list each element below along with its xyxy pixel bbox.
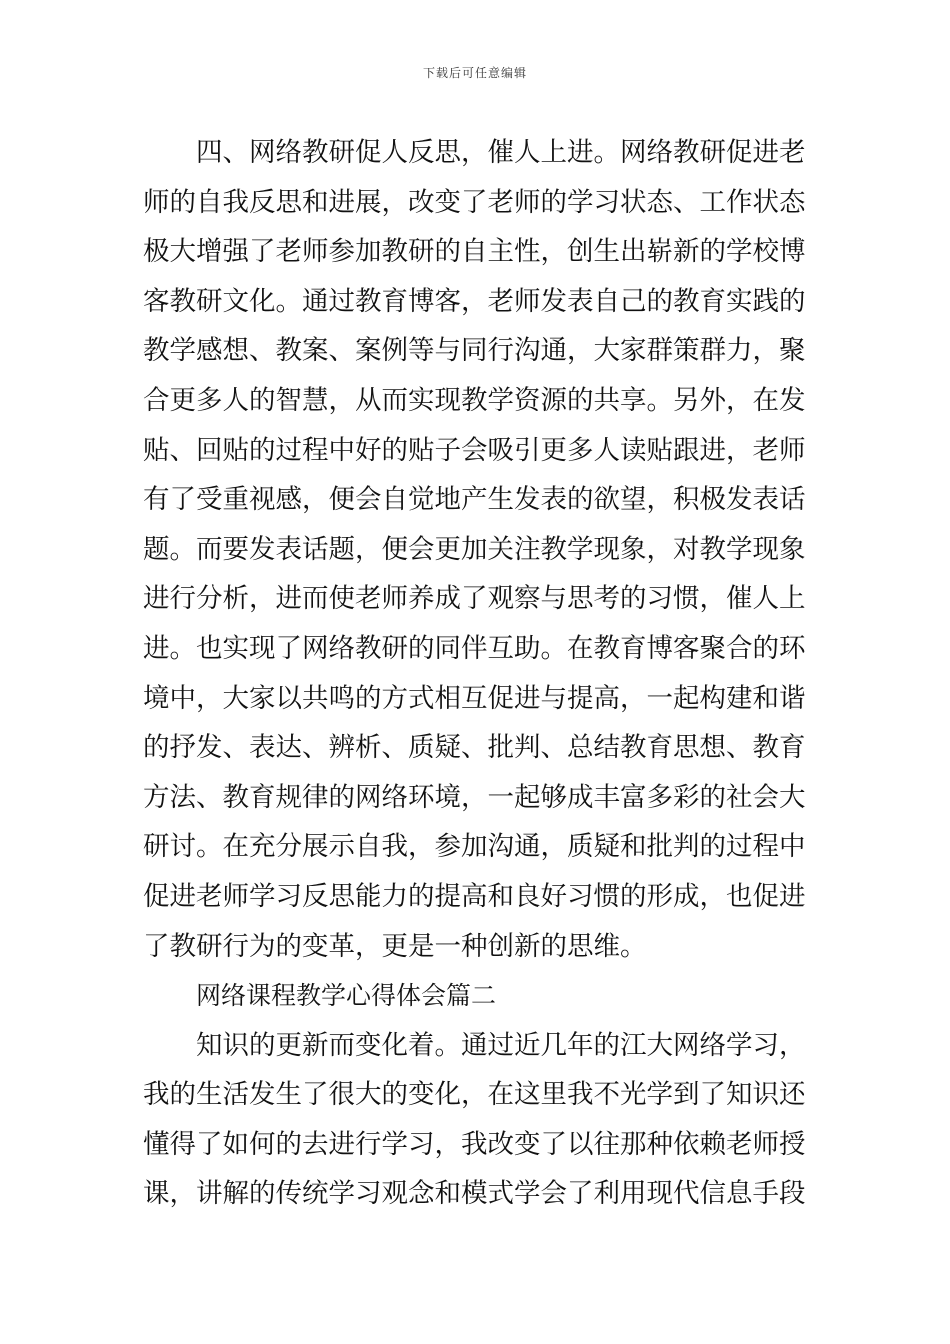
text-line: 极大增强了老师参加教研的自主性，创生出崭新的学校博 — [143, 236, 806, 268]
text-line: 促进老师学习反思能力的提高和良好习惯的形成，也促进 — [143, 880, 806, 912]
text-line: 师的自我反思和进展，改变了老师的学习状态、工作状态 — [143, 186, 806, 218]
page-header-note: 下载后可任意编辑 — [422, 66, 527, 80]
text-line: 我的生活发生了很大的变化，在这里我不光学到了知识还 — [143, 1079, 806, 1111]
text-line: 进行分析，进而使老师养成了观察与思考的习惯，催人上 — [143, 583, 806, 615]
text-line: 客教研文化。通过教育博客，老师发表自己的教育实践的 — [143, 285, 806, 317]
text-line: 有了受重视感，便会自觉地产生发表的欲望，积极发表话 — [143, 484, 806, 516]
text-line: 研讨。在充分展示自我，参加沟通，质疑和批判的过程中 — [143, 831, 806, 863]
text-line: 了教研行为的变革，更是一种创新的思维。 — [143, 930, 647, 962]
paragraph-learning-experience — [143, 1021, 809, 1219]
text-line: 贴、回贴的过程中好的贴子会吸引更多人读贴跟进，老师 — [143, 434, 806, 466]
section-title: 网络课程教学心得体会篇二 — [196, 981, 497, 1011]
text-line: 课，讲解的传统学习观念和模式学会了利用现代信息手段 — [143, 1178, 806, 1210]
text-line: 教学感想、教案、案例等与同行沟通，大家群策群力，聚 — [143, 335, 806, 367]
text-line: 的抒发、表达、辨析、质疑、批判、总结教育思想、教育 — [143, 732, 806, 764]
text-line: 进。也实现了网络教研的同伴互助。在教育博客聚合的环 — [143, 632, 806, 664]
text-line: 懂得了如何的去进行学习，我改变了以往那种依赖老师授 — [143, 1128, 806, 1160]
text-line: 四、网络教研促人反思，催人上进。网络教研促进老 — [196, 137, 806, 168]
text-line: 知识的更新而变化着。通过近几年的江大网络学习， — [196, 1029, 806, 1061]
text-line: 合更多人的智慧，从而实现教学资源的共享。另外，在发 — [143, 384, 806, 416]
text-line: 题。而要发表话题，便会更加关注教学现象，对教学现象 — [143, 533, 806, 565]
text-line: 境中，大家以共鸣的方式相互促进与提高，一起构建和谐 — [143, 682, 806, 714]
text-line: 方法、教育规律的网络环境，一起够成丰富多彩的社会大 — [143, 781, 806, 813]
paragraph-network-research — [143, 128, 809, 971]
document-body — [143, 128, 809, 1219]
